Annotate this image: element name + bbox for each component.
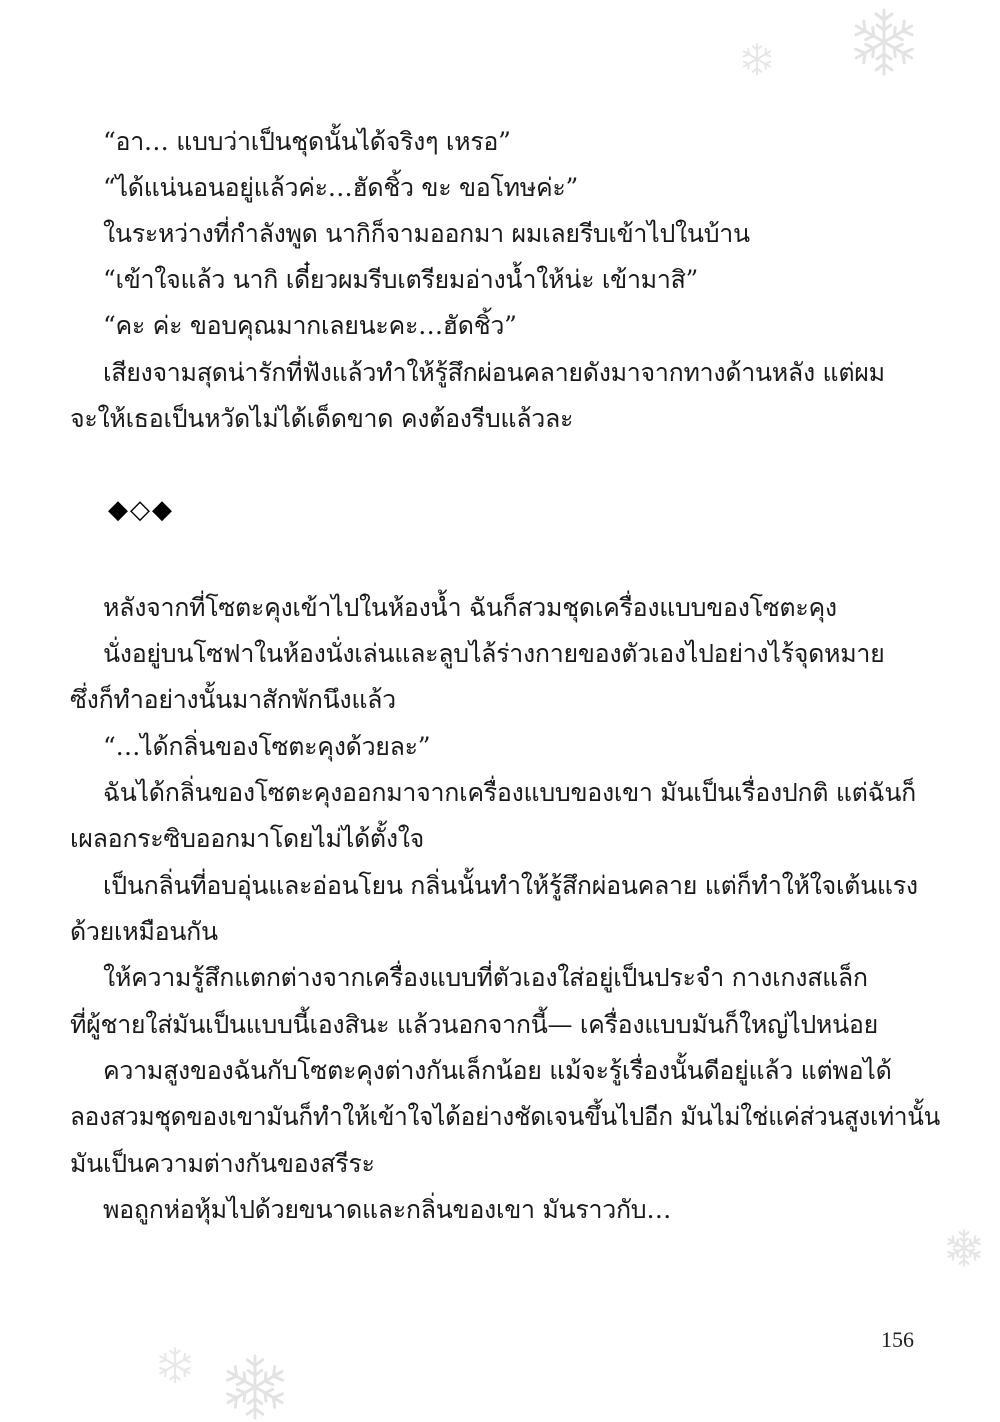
text-line: ในระหว่างที่กำลังพูด นากิก็จามออกมา ผมเลยรีบเข้าไปในบ้าน	[103, 219, 750, 248]
snowflake-icon	[944, 1228, 984, 1268]
text-line: “อา… แบบว่าเป็นชุดนั้นได้จริงๆ เหรอ”	[103, 127, 511, 156]
text-line: “คะ ค่ะ ขอบคุณมากเลยนะคะ…ฮัดชิ้ว”	[103, 311, 517, 340]
snowflake-icon	[218, 1352, 292, 1422]
scene-separator: ◆◇◆	[108, 495, 174, 525]
text-line: มันเป็นความต่างกันของสรีระ	[70, 1149, 375, 1178]
text-line: เผลอกระซิบออกมาโดยไม่ได้ตั้งใจ	[70, 824, 425, 853]
text-line: เป็นกลิ่นที่อบอุ่นและอ่อนโยน กลิ่นนั้นทำให้รู้สึกผ่อนคลาย แต่ก็ทำให้ใจเต้นแรง	[103, 871, 918, 900]
text-line: ซึ่งก็ทำอย่างนั้นมาสักพักนึงแล้ว	[70, 685, 396, 714]
text-line: นั่งอยู่บนโซฟาในห้องนั่งเล่นและลูบไล้ร่างกายของตัวเองไปอย่างไร้จุดหมาย	[103, 639, 885, 668]
text-line: เสียงจามสุดน่ารักที่ฟังแล้วทำให้รู้สึกผ่อนคลายดังมาจากทางด้านหลัง แต่ผม	[103, 358, 885, 387]
snowflake-icon	[156, 1346, 194, 1384]
text-line: หลังจากที่โซตะคุงเข้าไปในห้องน้ำ ฉันก็สวมชุดเครื่องแบบของโซตะคุง	[103, 593, 837, 622]
text-line: ลองสวมชุดของเขามันก็ทำให้เข้าใจได้อย่างชัดเจนขึ้นไปอีก มันไม่ใช่แค่ส่วนสูงเท่านั้น	[70, 1102, 940, 1131]
text-line: ฉันได้กลิ่นของโซตะคุงออกมาจากเครื่องแบบของเขา มันเป็นเรื่องปกติ แต่ฉันก็	[103, 778, 916, 807]
text-line: “เข้าใจแล้ว นากิ เดี๋ยวผมรีบเตรียมอ่างน้ำให้น่ะ เข้ามาสิ”	[103, 265, 699, 294]
snowflake-icon	[740, 42, 774, 76]
text-line: “ได้แน่นอนอยู่แล้วค่ะ…ฮัดชิ้ว ขะ ขอโทษค่ะ”	[103, 173, 579, 202]
snowflake-icon	[848, 6, 920, 78]
text-line: “…ได้กลิ่นของโซตะคุงด้วยละ”	[103, 732, 431, 761]
text-line: จะให้เธอเป็นหวัดไม่ได้เด็ดขาด คงต้องรีบแล้วละ	[70, 404, 574, 433]
page-number: 156	[881, 1327, 914, 1352]
text-line: ที่ผู้ชายใส่มันเป็นแบบนี้เองสินะ แล้วนอกจากนี้— เครื่องแบบมันก็ใหญ่ไปหน่อย	[70, 1010, 878, 1039]
text-line: ให้ความรู้สึกแตกต่างจากเครื่องแบบที่ตัวเองใส่อยู่เป็นประจำ กางเกงสแล็ก	[103, 963, 868, 992]
text-line: พอถูกห่อหุ้มไปด้วยขนาดและกลิ่นของเขา มันราวกับ…	[103, 1195, 672, 1224]
text-line: ความสูงของฉันกับโซตะคุงต่างกันเล็กน้อย แม้จะรู้เรื่องนั้นดีอยู่แล้ว แต่พอได้	[103, 1056, 892, 1085]
text-line: ด้วยเหมือนกัน	[70, 917, 218, 946]
